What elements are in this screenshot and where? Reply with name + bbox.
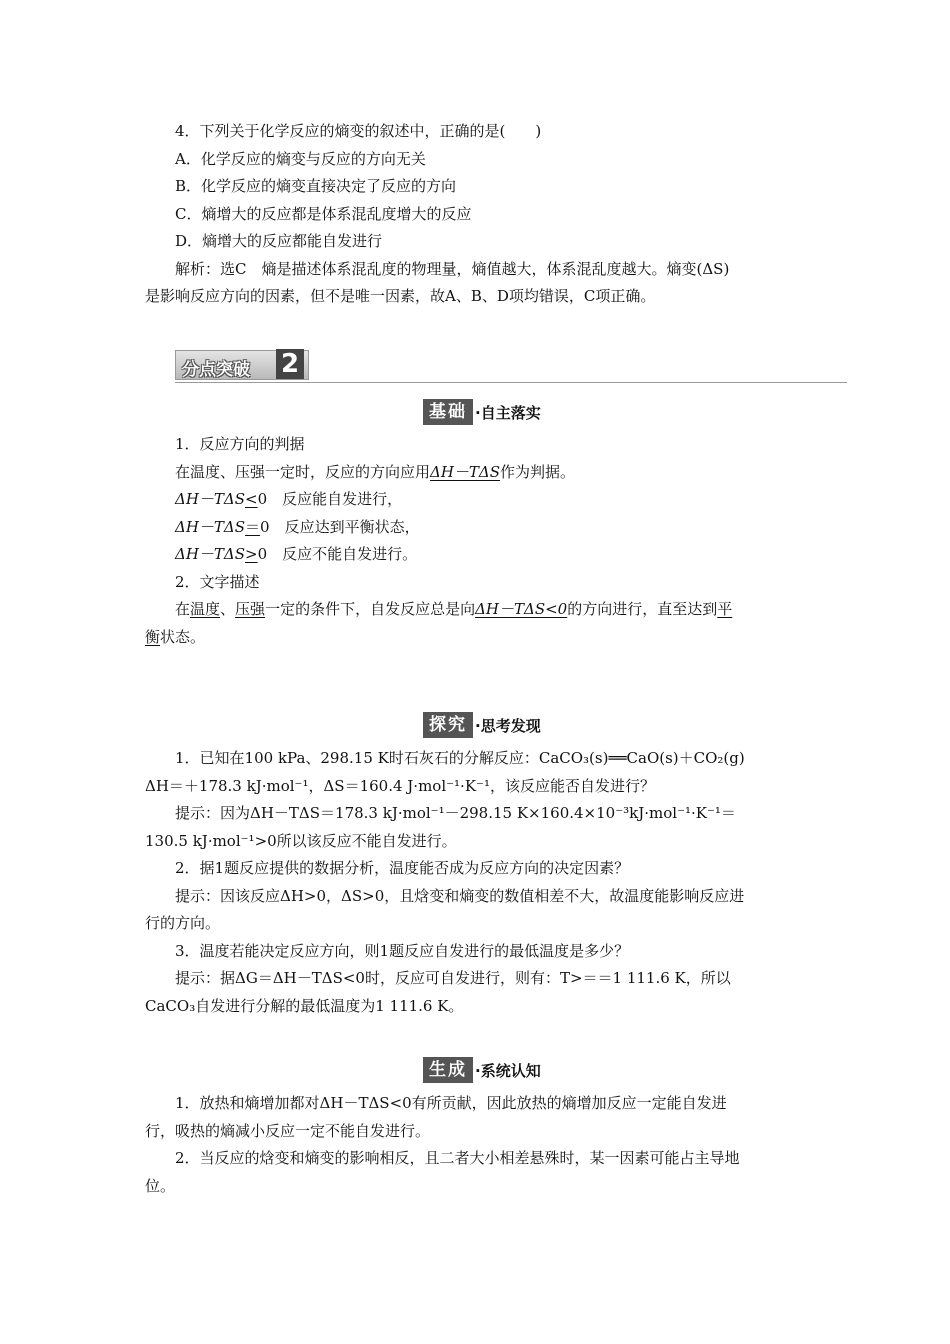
jichu-line-5 [145,541,810,569]
analysis-line-2: 是影响反应方向的因素，但不是唯一因素，故A、B、D项均错误，C项正确。 [145,287,656,305]
text: 作为判据。 [500,462,576,481]
text: 的方向进行，直至达到 [567,600,718,618]
tanjiu-q2: 2．据1题反应提供的数据分析，温度能否成为反应方向的决定因素？ [175,859,630,877]
analysis-line-1: 解析：选C 熵是描述体系混乱度的物理量，熵值越大，体系混乱度越大。熵变(ΔS) [175,259,730,278]
shengcheng-p2-line-2: 位。 [145,1176,176,1195]
tanjiu-a1-line-1: 提示：因为ΔH－TΔS＝178.3 kJ·mol⁻¹－298.15 K×160.4×10⁻³kJ·mol⁻¹·K⁻¹＝ [175,804,736,822]
question-4-block [145,118,810,311]
text: 在 [175,600,191,618]
text: 、 [220,600,236,618]
tanjiu-tag: 探究 [423,712,473,738]
shengcheng-heading [423,1057,541,1083]
underlined-answer: 平 [717,600,733,618]
jichu-line-8 [145,624,810,652]
text: 在温度、压强一定时，反应的方向应用 [175,462,431,481]
underlined-answer: ΔH－TΔS<0 [475,600,568,618]
banner-box [175,350,309,380]
text: 状态。 [160,627,206,646]
banner-title: 分点突破 [182,360,250,380]
formula: ΔH－TΔS [175,490,246,508]
tanjiu-a1-line-2: 130.5 kJ·mol⁻¹>0所以该反应不能自发进行。 [145,831,457,850]
option-a: A．化学反应的熵变与反应的方向无关 [175,149,426,168]
shengcheng-p1-line-2: 行，吸热的熵减小反应一定不能自发进行。 [145,1121,431,1140]
banner-number: 2 [276,349,304,379]
option-b: B．化学反应的熵变直接决定了反应的方向 [175,177,457,195]
jichu-tag: 基础 [423,399,473,425]
jichu-line-4 [145,514,810,542]
question-stem: 4．下列关于化学反应的熵变的叙述中，正确的是( ) [175,122,542,140]
underlined-answer: < [245,490,258,508]
underlined-answer: ΔH－TΔS [430,462,501,481]
formula: ΔH－TΔS [175,517,246,536]
section-banner [175,350,847,383]
tanjiu-a3-line-1: 提示：据ΔG＝ΔH－TΔS<0时，反应可自发进行，则有：T>＝＝1 111.6 K，所以 [175,969,731,987]
jichu-line-1: 1．反应方向的判据 [175,435,305,453]
tanjiu-heading [423,712,541,738]
text: 0 反应能自发进行， [257,490,403,508]
text: 一定的条件下，自发反应总是向 [265,600,476,618]
tanjiu-subtitle: ·思考发现 [475,716,541,735]
tanjiu-block [145,745,810,1020]
jichu-subtitle: ·自主落实 [475,403,541,422]
option-c: C．熵增大的反应都是体系混乱度增大的反应 [175,204,472,223]
jichu-line-7 [145,596,810,624]
text: 0 反应达到平衡状态， [260,517,420,536]
shengcheng-p2-line-1: 2．当反应的焓变和熵变的影响相反，且二者大小相差悬殊时，某一因素可能占主导地 [175,1149,740,1167]
shengcheng-block [145,1090,810,1200]
tanjiu-q1-line-2: ΔH＝＋178.3 kJ·mol⁻¹，ΔS＝160.4 J·mol⁻¹·K⁻¹，该反应能否自发进行？ [145,776,655,795]
underlined-answer: > [245,545,258,563]
text: 0 反应不能自发进行。 [257,545,418,563]
tanjiu-q3: 3．温度若能决定反应方向，则1题反应自发进行的最低温度是多少？ [175,941,630,960]
underlined-answer: 压强 [235,600,266,618]
jichu-heading [423,399,541,425]
tanjiu-a2-line-2: 行的方向。 [145,914,221,932]
underlined-answer: 衡 [145,627,161,646]
shengcheng-subtitle: ·系统认知 [475,1061,541,1080]
formula: ΔH－TΔS [175,545,246,563]
underlined-answer: 温度 [190,600,221,618]
tanjiu-a2-line-1: 提示：因该反应ΔH>0，ΔS>0，且焓变和熵变的数值相差不大，故温度能影响反应进 [175,886,745,905]
jichu-block [145,431,810,651]
shengcheng-p1-line-1: 1．放热和熵增加都对ΔH－TΔS<0有所贡献，因此放热的熵增加反应一定能自发进 [175,1094,727,1112]
shengcheng-tag: 生成 [423,1057,473,1083]
option-d: D．熵增大的反应都能自发进行 [175,232,383,250]
jichu-line-3 [145,486,810,514]
jichu-line-6: 2．文字描述 [175,572,260,591]
underlined-answer: ＝ [245,517,261,536]
jichu-line-2 [145,459,810,487]
tanjiu-q1-line-1: 1．已知在100 kPa、298.15 K时石灰石的分解反应：CaCO₃(s)══CaO(s)＋CO₂(g) [175,749,745,767]
tanjiu-a3-line-2: CaCO₃自发进行分解的最低温度为1 111.6 K。 [145,996,464,1015]
